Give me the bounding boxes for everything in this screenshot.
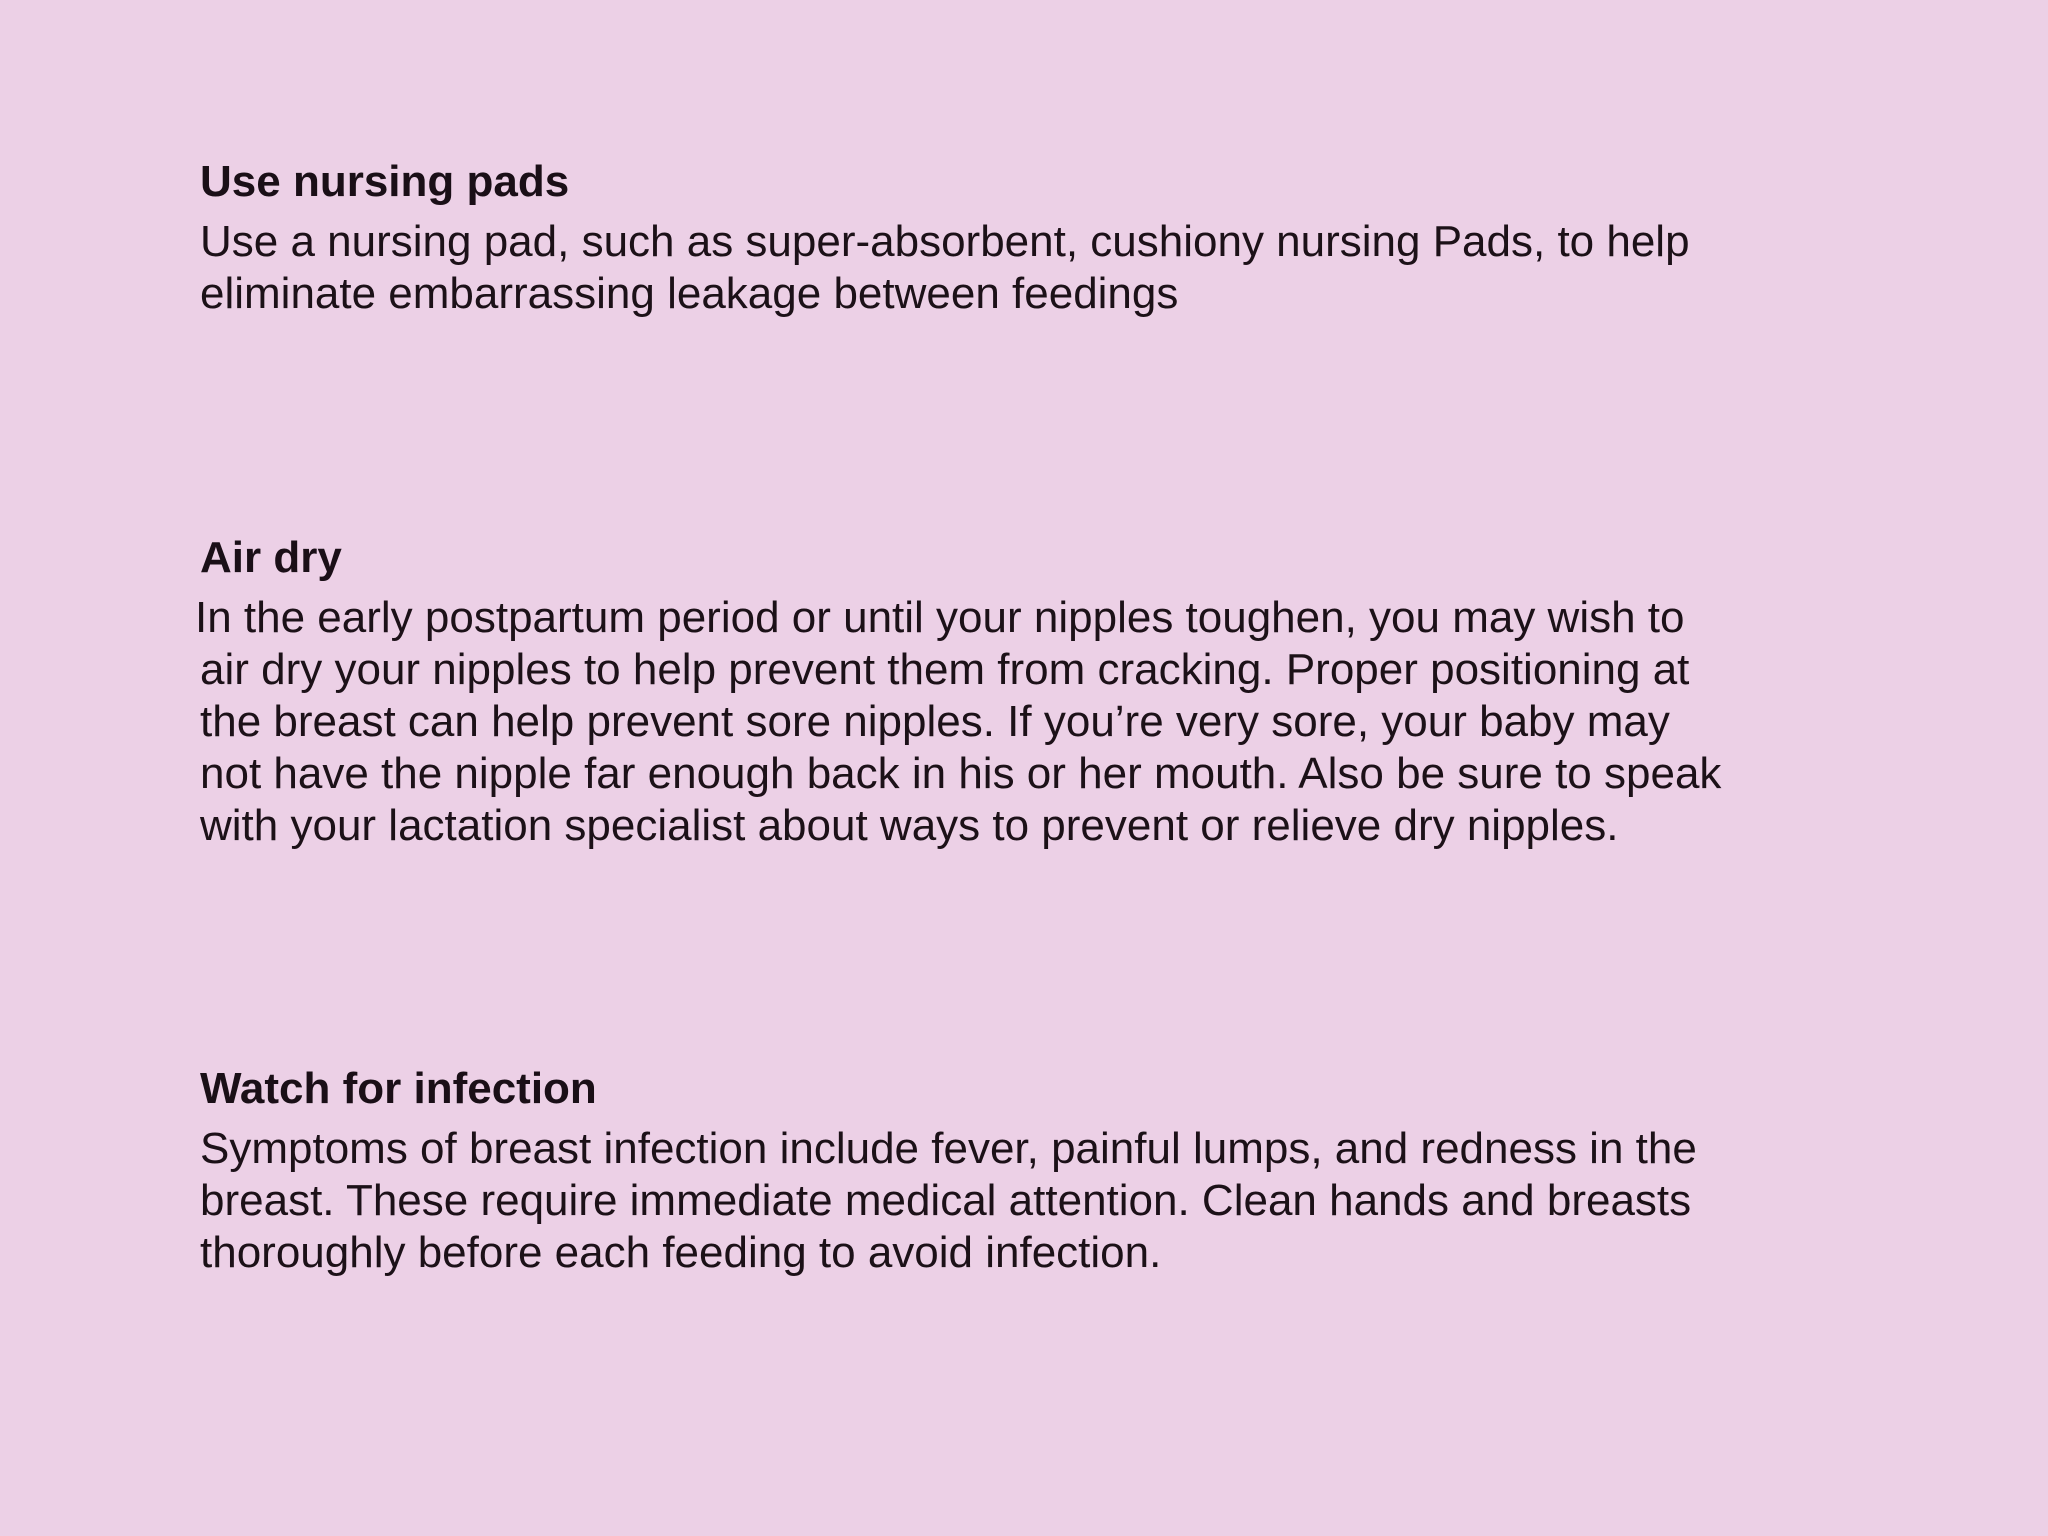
body-line: Use a nursing pad, such as super-absorbent, cushiony nursing Pads, to help <box>200 217 1690 266</box>
section-heading: Air dry <box>200 533 342 582</box>
body-line: with your lactation specialist about ways to prevent or relieve dry nipples. <box>200 801 1619 850</box>
body-line: breast. These require immediate medical attention. Clean hands and breasts <box>200 1176 1692 1225</box>
section-heading: Watch for infection <box>200 1064 597 1113</box>
body-line: eliminate embarrassing leakage between feedings <box>200 269 1179 318</box>
section-body <box>195 592 1930 852</box>
body-line: In the early postpartum period or until your nipples toughen, you may wish to <box>195 593 1685 642</box>
section-watch-for-infection <box>200 1063 1930 1279</box>
section-air-dry <box>195 532 1930 852</box>
body-line: not have the nipple far enough back in his or her mouth. Also be sure to speak <box>200 749 1722 798</box>
body-line: thoroughly before each feeding to avoid infection. <box>200 1228 1162 1277</box>
section-body <box>200 216 1930 320</box>
section-heading: Use nursing pads <box>200 157 570 206</box>
body-line: air dry your nipples to help prevent them from cracking. Proper positioning at <box>200 645 1690 694</box>
section-nursing-pads <box>200 156 1930 320</box>
body-line: Symptoms of breast infection include fever, painful lumps, and redness in the <box>200 1124 1697 1173</box>
section-body <box>200 1123 1930 1279</box>
body-line: the breast can help prevent sore nipples. If you’re very sore, your baby may <box>200 697 1670 746</box>
